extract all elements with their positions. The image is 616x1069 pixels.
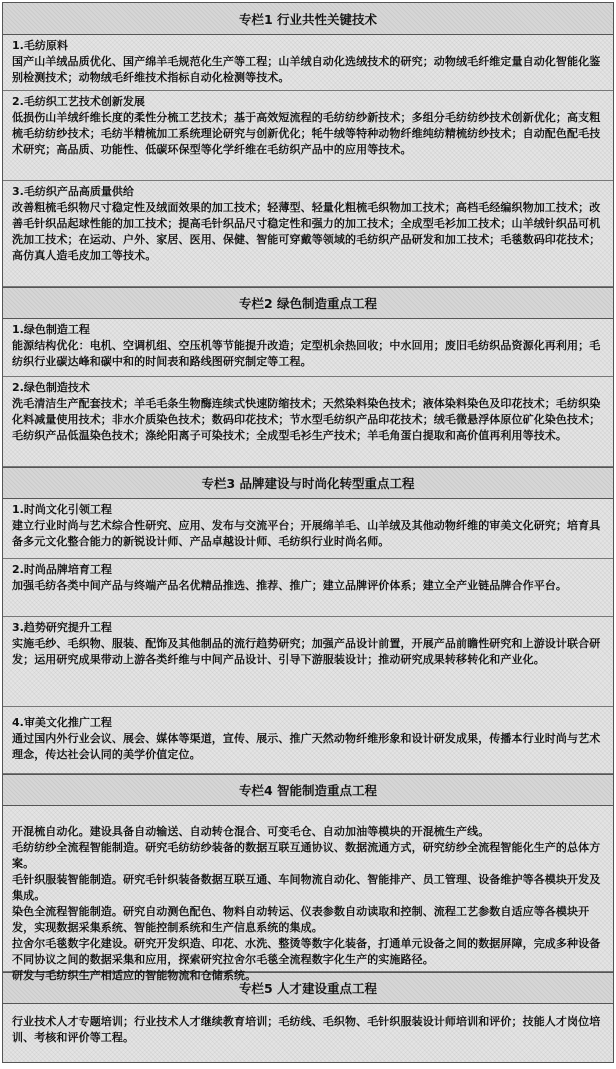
section-title: 2.毛纺织工艺技术创新发展 <box>12 95 145 108</box>
section-title: 2.绿色制造技术 <box>12 381 90 394</box>
document-table <box>2 2 614 1063</box>
section-body: 国产山羊绒品质优化、国产绵羊毛规范化生产等工程；山羊绒自动化选绒技术的研究；动物绒毛纤维定量自动化智能化鉴别检测技术；动物绒毛纤维技术指标自动化检测等技术。 <box>12 55 601 84</box>
column-2-section-1 <box>3 319 613 377</box>
column-3-header: 专栏3 品牌建设与时尚化转型重点工程 <box>3 467 613 499</box>
section-body: 洗毛清洁生产配套技术；羊毛毛条生物酶连续式快速防缩技术；天然染料染色技术；液体染料染色及印花技术；毛纺织染化料减量使用技术；非水介质染色技术；数码印花技术；节水型毛纺织产品印花技术；绒毛微悬浮体原位矿化染色技术；毛纺织产品低温染色技术；涤纶阳离子可染技术；全成型毛衫生产技术；羊毛角蛋白提取和高价值再利用等技术。 <box>12 397 601 442</box>
section-body: 实施毛纱、毛织物、服装、配饰及其他制品的流行趋势研究；加强产品设计前置，开展产品前瞻性研究和上游设计联合研发；运用研究成果带动上游各类纤维与中间产品设计、引导下游服装设计；推动研究成果转移转化和产业化。 <box>12 637 601 666</box>
column-3-section-1 <box>3 499 613 559</box>
section-body: 改善粗梳毛织物尺寸稳定性及绒面效果的加工技术；轻薄型、轻量化粗梳毛织物加工技术；高档毛经编织物加工技术；改善毛针织品起球性能的加工技术；提高毛针织品尺寸稳定性和强力的加工技术；全成型毛衫加工技术；山羊绒针织品可机洗加工技术；在运动、户外、家居、医用、保健、智能可穿戴等领域的毛纺织产品研发和加工技术；毛毯数码印花技术；高仿真人造毛皮加工等技术。 <box>12 201 601 262</box>
column-3-section-3 <box>3 617 613 707</box>
section-title: 3.趋势研究提升工程 <box>12 621 112 634</box>
column-2-section-2 <box>3 377 613 467</box>
section-title: 2.时尚品牌培育工程 <box>12 563 112 576</box>
section-body: 通过国内外行业会议、展会、媒体等渠道，宣传、展示、推广天然动物纤维形象和设计研发成果，传播本行业时尚与艺术理念，传达社会认同的美学价值定位。 <box>12 732 601 761</box>
column-1-section-2 <box>3 91 613 181</box>
column-4-header: 专栏4 智能制造重点工程 <box>3 774 613 806</box>
section-title: 1.时尚文化引领工程 <box>12 503 112 516</box>
column-4-section-1 <box>3 806 613 982</box>
section-title: 1.毛纺原料 <box>12 39 68 52</box>
column-2-header: 专栏2 绿色制造重点工程 <box>3 287 613 319</box>
section-body: 开混梳自动化。建设具备自动输送、自动转仓混合、可变毛仓、自动加油等模块的开混梳生产线。 毛纺纺纱全流程智能制造。研究毛纺纺纱装备的数据互联互通协议、数据流通方式，研究纺纱全流程智能化生产的总体方案。 毛针织服装智能制造。研究毛针织装备数据互联互通、车间物流自动化、智能排产、员工管理、设备维护等各模块开发及集成。 染色全流程智能制造。研究自动测色配色、物料自动转运、仪表参数自动读取和控制、流程工艺参数自适应等各模块开发，实现数据采集系统、智能控制系统和生产信息系统的集成。 拉舍尔毛毯数字化建设。研究开发织造、印花、水洗、整烫等数字化装备，打通单元设备之间的数据屏障，完成多种设备不同协议之间的数据采集和应用，探索研究拉舍尔毛毯全流程数字化生产的实施路径。 研发与毛纺织生产相适应的智能物流和仓储系统。 <box>12 825 601 982</box>
section-title: 3.毛纺织产品高质量供给 <box>12 185 134 198</box>
section-body: 能源结构优化：电机、空调机组、空压机等节能提升改造；定型机余热回收；中水回用；废旧毛纺织品资源化再利用；毛纺织行业碳达峰和碳中和的时间表和路线图研究制定等工程。 <box>12 339 601 368</box>
column-5-section-1 <box>3 1004 613 1069</box>
section-title: 4.审美文化推广工程 <box>12 716 112 729</box>
section-body: 行业技术人才专题培训；行业技术人才继续教育培训；毛纺线、毛织物、毛针织服装设计师培训和评价；技能人才岗位培训、考核和评价等工程。 <box>12 1015 601 1044</box>
section-body: 低损伤山羊绒纤维长度的柔性分梳工艺技术；基于高效短流程的毛纺纺纱新技术；多组分毛纺纺纱技术创新优化；高支粗梳毛纺纺纱技术；毛纺半精梳加工系统理论研究与创新优化；牦牛绒等特种动物纤维纯纺精梳纺纱技术；自动配色配毛技术研究；高品质、功能性、低碳环保型等化学纤维在毛纺织产品中的应用等技术。 <box>12 111 601 156</box>
column-3-section-4 <box>3 707 613 774</box>
column-3-section-2 <box>3 559 613 617</box>
column-5-header: 专栏5 人才建设重点工程 <box>3 972 613 1004</box>
column-1-section-1 <box>3 35 613 91</box>
section-title: 1.绿色制造工程 <box>12 323 90 336</box>
column-1-header: 专栏1 行业共性关键技术 <box>3 3 613 35</box>
section-body: 建立行业时尚与艺术综合性研究、应用、发布与交流平台；开展绵羊毛、山羊绒及其他动物纤维的审美文化研究；培育具备多元文化整合能力的新锐设计师、产品卓越设计师、毛纺织行业时尚名师。 <box>12 519 601 548</box>
column-1-section-3 <box>3 181 613 287</box>
section-body: 加强毛纺各类中间产品与终端产品名优精品推选、推荐、推广；建立品牌评价体系；建立全产业链品牌合作平台。 <box>12 579 567 592</box>
